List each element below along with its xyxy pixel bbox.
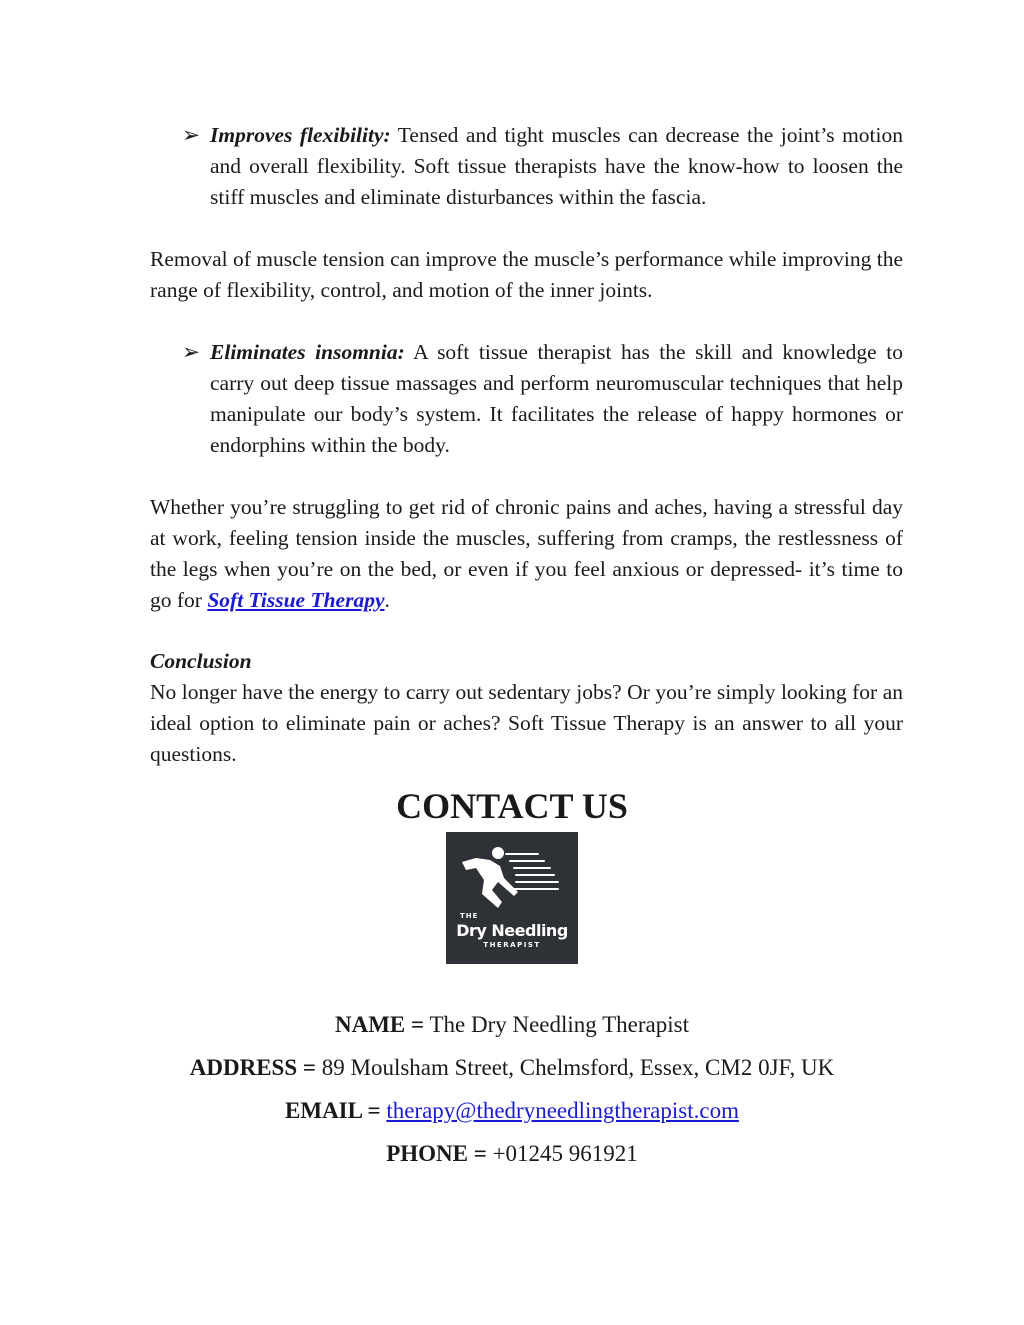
paragraph-text-end: . [384, 588, 390, 612]
logo-text-dry-needling: Dry Needling [456, 921, 568, 940]
name-label: NAME = [335, 1012, 425, 1037]
phone-label: PHONE = [386, 1141, 487, 1166]
bullet-improves-flexibility [150, 120, 903, 213]
contact-name-line [0, 1010, 1024, 1040]
dry-needling-therapist-logo [446, 832, 578, 964]
bullet-label: Eliminates insomnia: [210, 340, 405, 364]
address-value: 89 Moulsham Street, Chelmsford, Essex, CM2 0JF, UK [316, 1055, 835, 1080]
bullet-body: Tensed and tight muscles can decrease the joint’s motion and overall flexibility. Soft tissue therapists have the know-how to loosen the stiff muscles and eliminate disturbances within the fascia. [210, 123, 903, 209]
arrow-bullet-icon: ➢ [182, 340, 201, 364]
conclusion-heading: Conclusion [150, 649, 252, 673]
contact-us-heading: CONTACT US [396, 786, 628, 826]
bullet-text [210, 120, 903, 213]
logo-text-therapist: THERAPIST [483, 941, 541, 949]
email-label: EMAIL = [285, 1098, 381, 1123]
phone-value: +01245 961921 [486, 1141, 638, 1166]
name-value: The Dry Needling Therapist [424, 1012, 689, 1037]
arrow-bullet-icon: ➢ [182, 123, 201, 147]
bullet-text [210, 337, 903, 461]
bullet-body: A soft tissue therapist has the skill and knowledge to carry out deep tissue massages and perform neuromuscular techniques that help manipulate our body’s system. It facilitates the release of happy hormones or endorphins within the body. [210, 340, 903, 457]
conclusion-text: No longer have the energy to carry out sedentary jobs? Or you’re simply looking for an ideal option to eliminate pain or aches? Soft Tissue Therapy is an answer to all your questions. [150, 680, 903, 766]
address-label: ADDRESS = [189, 1055, 316, 1080]
contact-email-line [0, 1096, 1024, 1126]
bullet-eliminates-insomnia [150, 337, 903, 461]
conclusion-section [150, 646, 903, 770]
paragraph-muscle-tension: Removal of muscle tension can improve the muscle’s performance while improving the range of flexibility, control, and motion of the inner joints. [150, 247, 903, 302]
contact-address-line [0, 1053, 1024, 1083]
paragraph-text: Whether you’re struggling to get rid of chronic pains and aches, having a stressful day at work, feeling tension inside the muscles, suffering from cramps, the restlessness of the legs when you’re on the bed, or even if you feel anxious or depressed- it’s time to go for [150, 495, 903, 612]
logo-text-the: THE [460, 912, 479, 920]
contact-phone-line [0, 1139, 1024, 1169]
soft-tissue-therapy-link[interactable]: Soft Tissue Therapy [207, 588, 385, 612]
paragraph-whether [150, 492, 903, 616]
bullet-label: Improves flexibility: [210, 123, 391, 147]
email-link[interactable]: therapy@thedryneedlingtherapist.com [386, 1098, 739, 1123]
